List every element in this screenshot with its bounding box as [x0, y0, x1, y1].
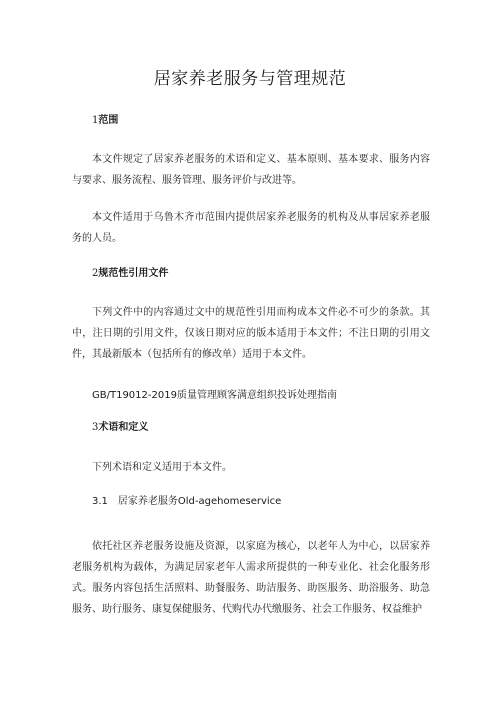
scope-paragraph-1: 本文件规定了居家养老服务的术语和定义、基本原则、基本要求、服务内容与要求、服务流程、服务管理、服务评价与改进等。 [72, 154, 430, 186]
document-title: 居家养老服务与管理规范 [153, 69, 347, 89]
section-2-number: 2 [92, 268, 99, 279]
subsection-3-1-label: 居家养老服务Old-agehomeservice [117, 496, 282, 507]
section-3-heading [92, 418, 148, 433]
references-paragraph: 下列文件中的内容通过文中的规范性引用而构成本文件必不可少的条款。其中，注日期的引用文件，仅该日期对应的版本适用于本文件；不注日期的引用文件，其最新版本（包括所有的修改单）适用于本文件。 [72, 307, 430, 360]
section-2-label: 规范性引用文件 [98, 268, 169, 279]
section-2-heading [92, 264, 168, 279]
section-1-heading [92, 111, 118, 126]
subsection-3-1-number: 3.1 [92, 496, 108, 507]
section-1-label: 范围 [98, 115, 119, 126]
subsection-3-1-heading [92, 492, 281, 507]
section-3-label: 术语和定义 [98, 422, 149, 433]
scope-paragraph-2: 本文件适用于乌鲁木齐市范围内提供居家养老服务的机构及从事居家养老服务的人员。 [72, 212, 430, 244]
definition-paragraph: 依托社区养老服务设施及资源，以家庭为核心，以老年人为中心，以居家养老服务机构为载体，为满足居家老年人需求所提供的一种专业化、社会化服务形式。服务内容包括生活照料、助餐服务、助洁服务、助医服务、助浴服务、助急服务、助行服务、康复保健服务、代购代办代缴服务、社会工作服务、权益维护 [72, 541, 430, 615]
reference-item: GB/T19012-2019质量管理顾客满意组织投诉处理指南 [92, 390, 337, 401]
terms-intro: 下列术语和定义适用于本文件。 [92, 462, 232, 473]
section-1-number: 1 [92, 115, 99, 126]
section-3-number: 3 [92, 422, 99, 433]
